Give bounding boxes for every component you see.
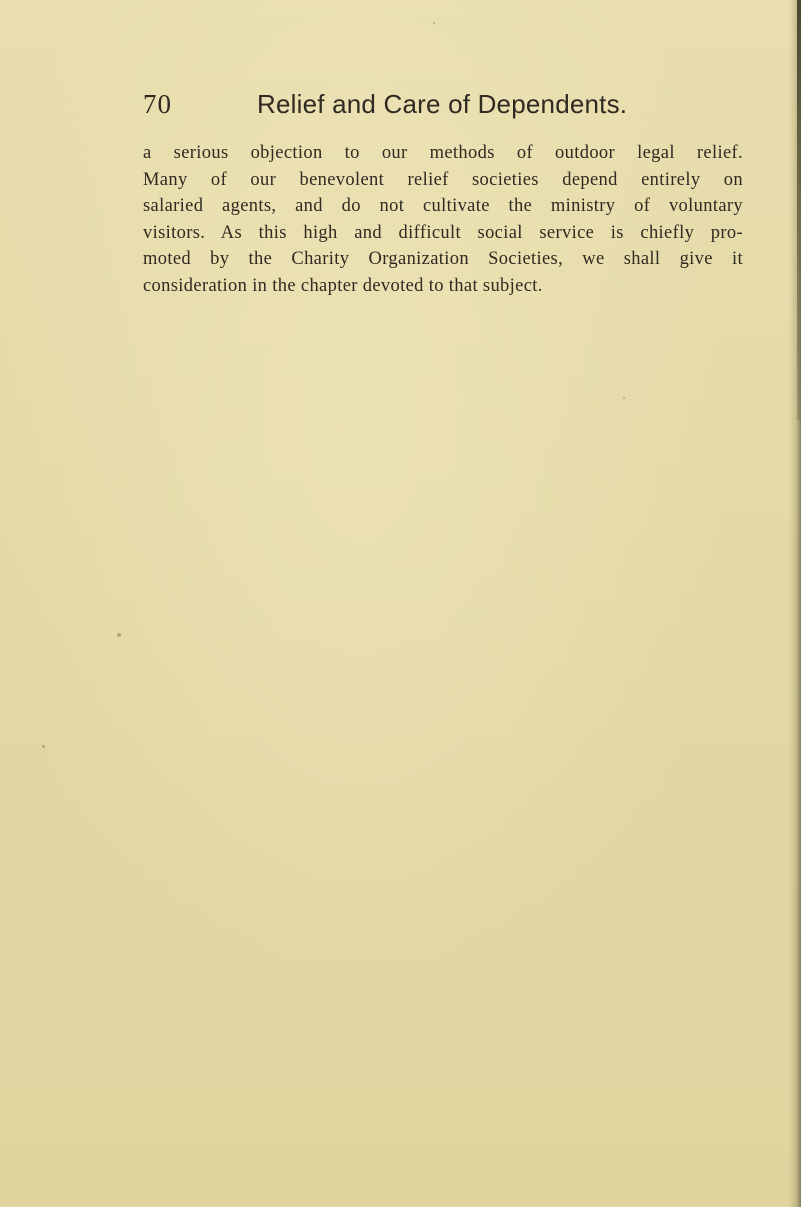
paper-speck bbox=[623, 397, 625, 399]
page-edge-binding bbox=[797, 0, 801, 420]
text-line: Many of our benevolent relief societies depend entirely on bbox=[143, 169, 743, 190]
page-header bbox=[143, 86, 743, 122]
text-line: salaried agents, and do not cultivate the ministry of voluntary bbox=[143, 196, 743, 216]
text-line: a serious objection to our methods of outdoor legal relief. bbox=[143, 143, 743, 163]
text-line: consideration in the chapter devoted to that subject. bbox=[143, 275, 543, 296]
paper-speck bbox=[433, 22, 435, 24]
text-line: moted by the Charity Organization Societies, we shall give it bbox=[143, 249, 743, 269]
running-title: Relief and Care of Dependents. bbox=[257, 89, 628, 119]
text-line: visitors. As this high and difficult social service is chiefly pro- bbox=[143, 222, 743, 243]
paper-speck bbox=[117, 633, 121, 637]
page-number: 70 bbox=[143, 89, 172, 119]
paper-speck bbox=[42, 745, 45, 748]
body-paragraph bbox=[143, 140, 743, 299]
